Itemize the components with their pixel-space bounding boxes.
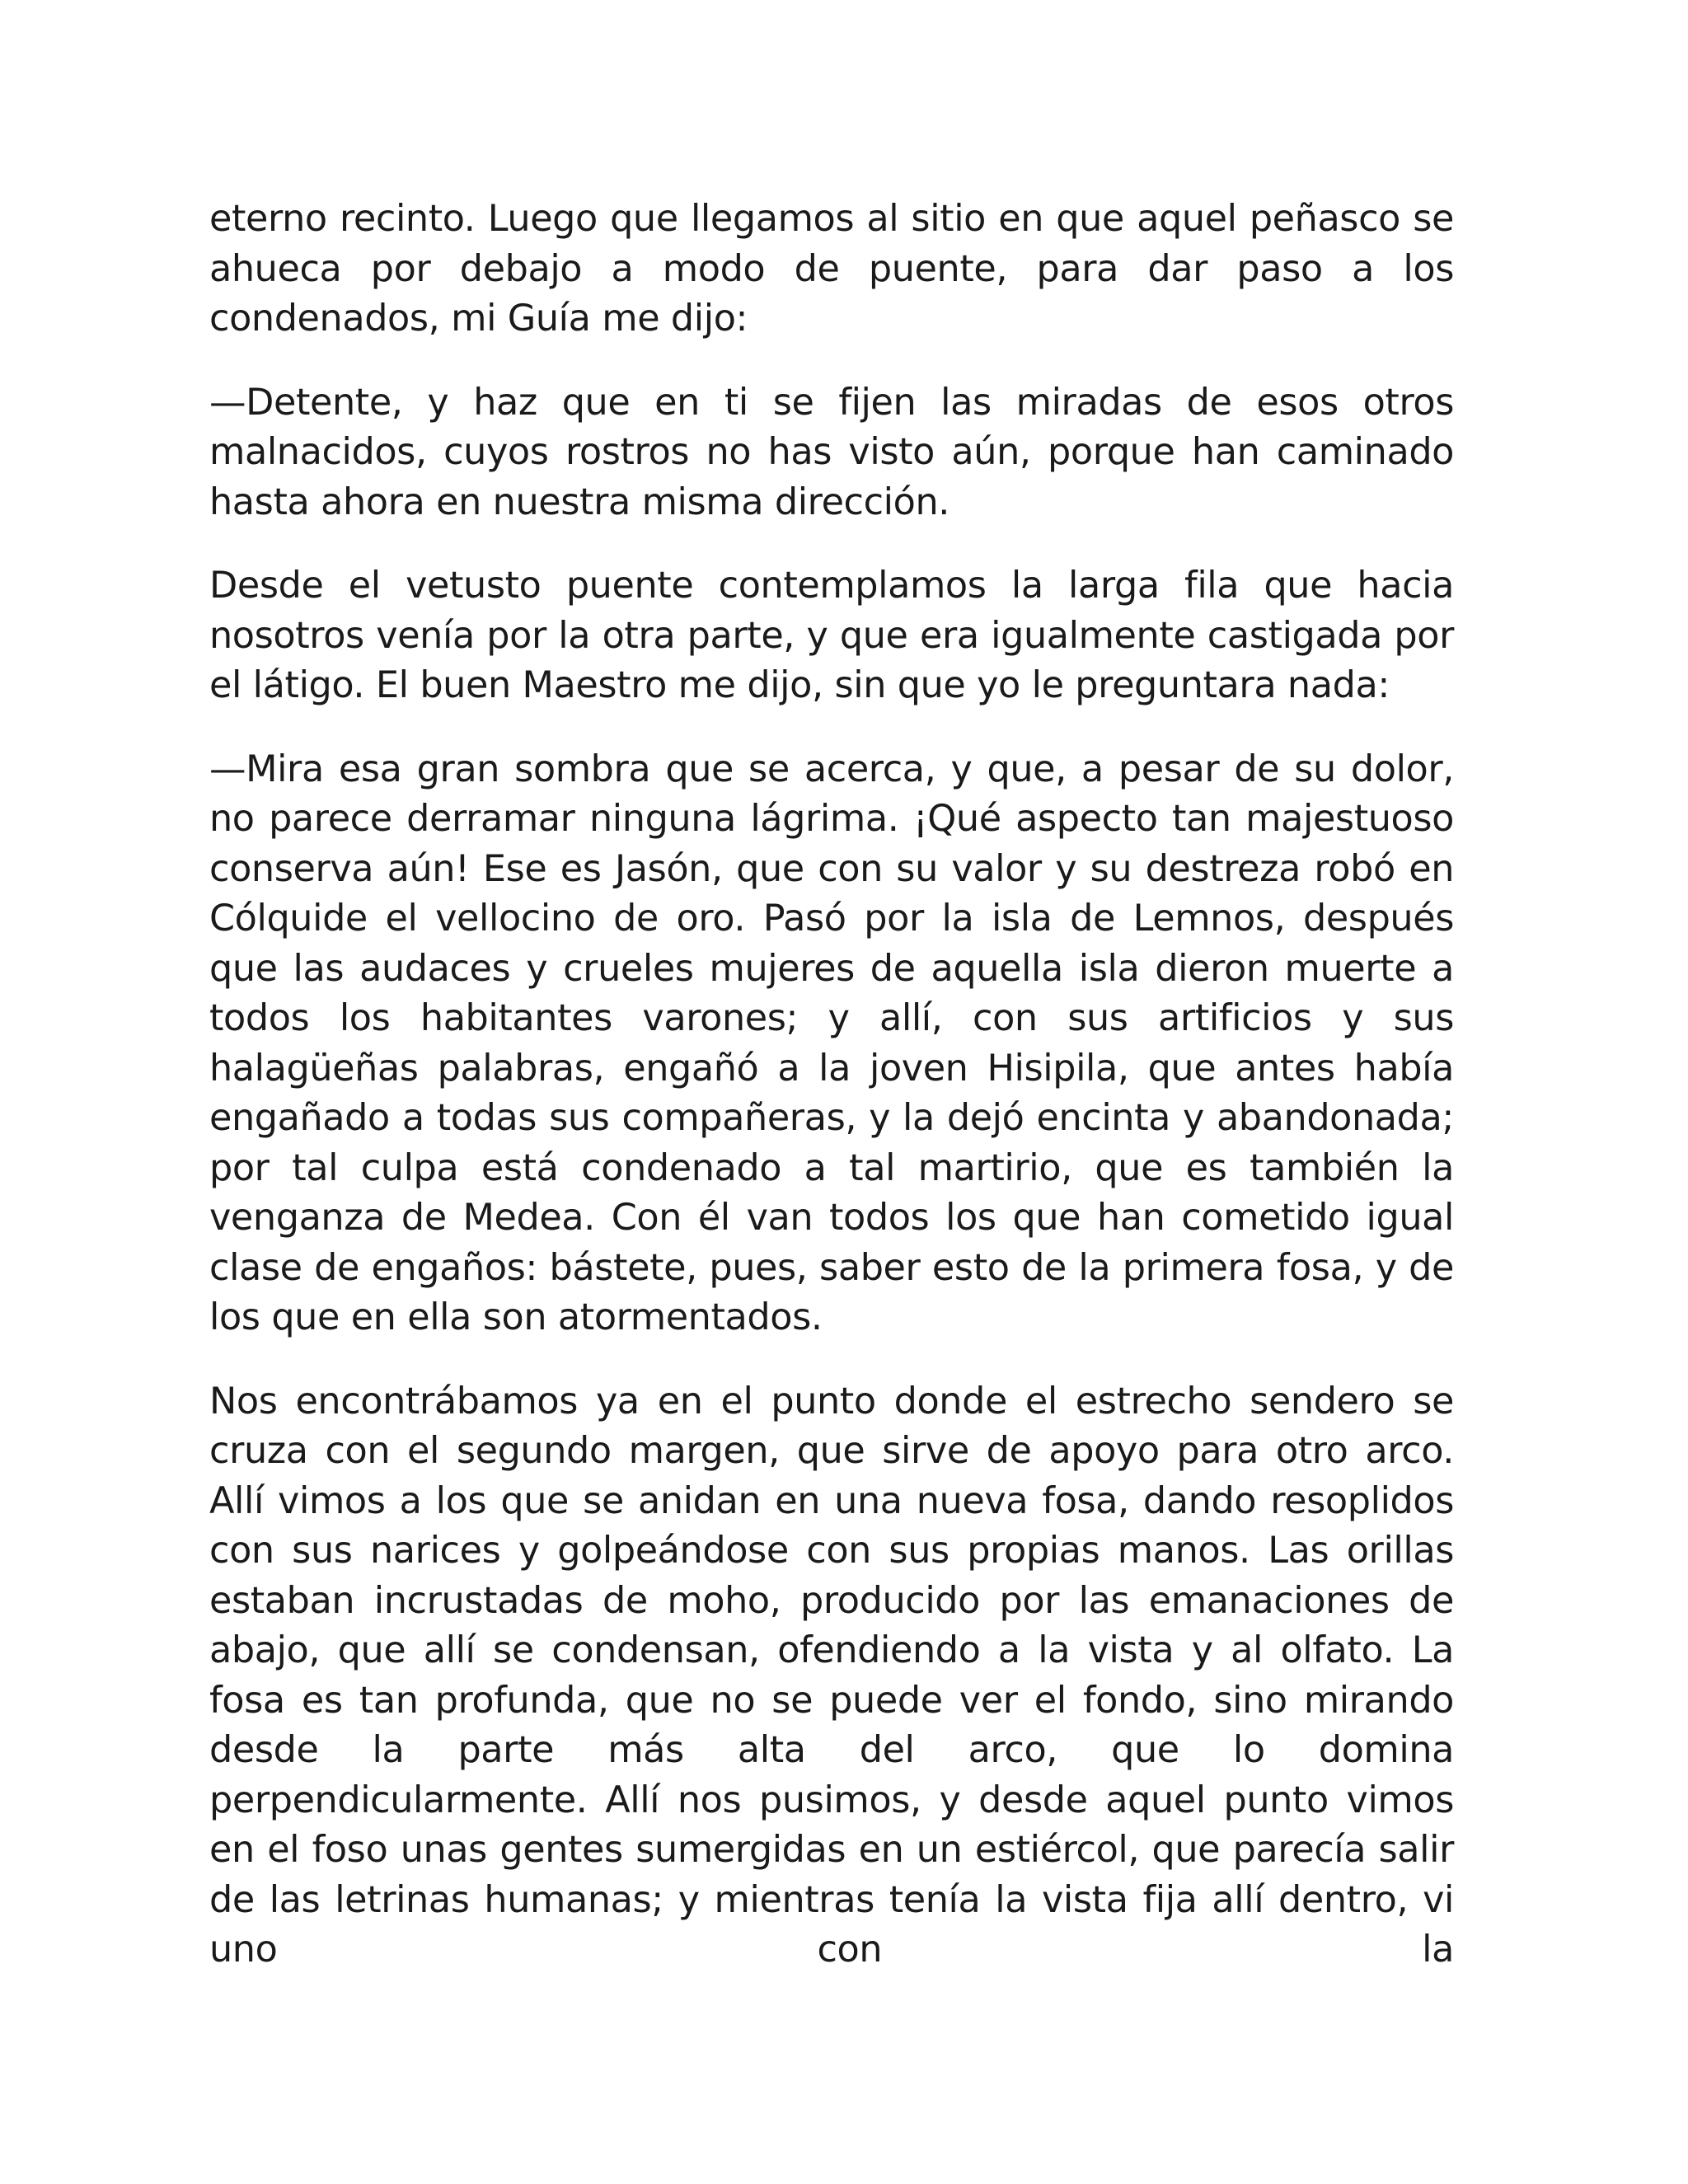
- paragraph-5: Nos encontrábamos ya en el punto donde el estrecho sendero se cruza con el segundo margen, que sirve de apoyo para otro arco. Allí vimos a los que se anidan en una nueva fosa, dando resoplidos con sus narices y golpeándose con sus propias manos. Las orillas estaban incrustadas de moho, producido por las emanaciones de abajo, que allí se condensan, ofendiendo a la vista y al olfato. La fosa es tan profunda, que no se puede ver el fondo, sino mirando desde la parte más alta del arco, que lo domina perpendicularmente. Allí nos pusimos, y desde aquel punto vimos en el foso unas gentes sumergidas en un estiércol, que parecía salir de las letrinas humanas; y mientras tenía la vista fija allí dentro, vi uno con la: [209, 1380, 1454, 1971]
- paragraph-1: eterno recinto. Luego que llegamos al sitio en que aquel peñasco se ahueca por debajo a modo de puente, para dar paso a los condenados, mi Guía me dijo:: [209, 198, 1454, 340]
- paragraph-4: —Mira esa gran sombra que se acerca, y que, a pesar de su dolor, no parece derramar ninguna lágrima. ¡Qué aspecto tan majestuoso conserva aún! Ese es Jasón, que con su valor y su destreza robó en Cólquide el vellocino de oro. Pasó por la isla de Lemnos, después que las audaces y crueles mujeres de aquella isla dieron muerte a todos los habitantes varones; y allí, con sus artificios y sus halagüeñas palabras, engañó a la joven Hisipila, que antes había engañado a todas sus compañeras, y la dejó encinta y abandonada; por tal culpa está condenado a tal martirio, que es también la venganza de Medea. Con él van todos los que han cometido igual clase de engaños: bástete, pues, saber esto de la primera fosa, y de los que en ella son atormentados.: [209, 748, 1454, 1338]
- document-page: [209, 194, 1454, 1975]
- paragraph-3: Desde el vetusto puente contemplamos la larga fila que hacia nosotros venía por la otra parte, y que era igualmente castigada por el látigo. El buen Maestro me dijo, sin que yo le preguntara nada:: [209, 565, 1454, 706]
- paragraph-2: —Detente, y haz que en ti se fijen las miradas de esos otros malnacidos, cuyos rostros no has visto aún, porque han caminado hasta ahora en nuestra misma dirección.: [209, 381, 1454, 523]
